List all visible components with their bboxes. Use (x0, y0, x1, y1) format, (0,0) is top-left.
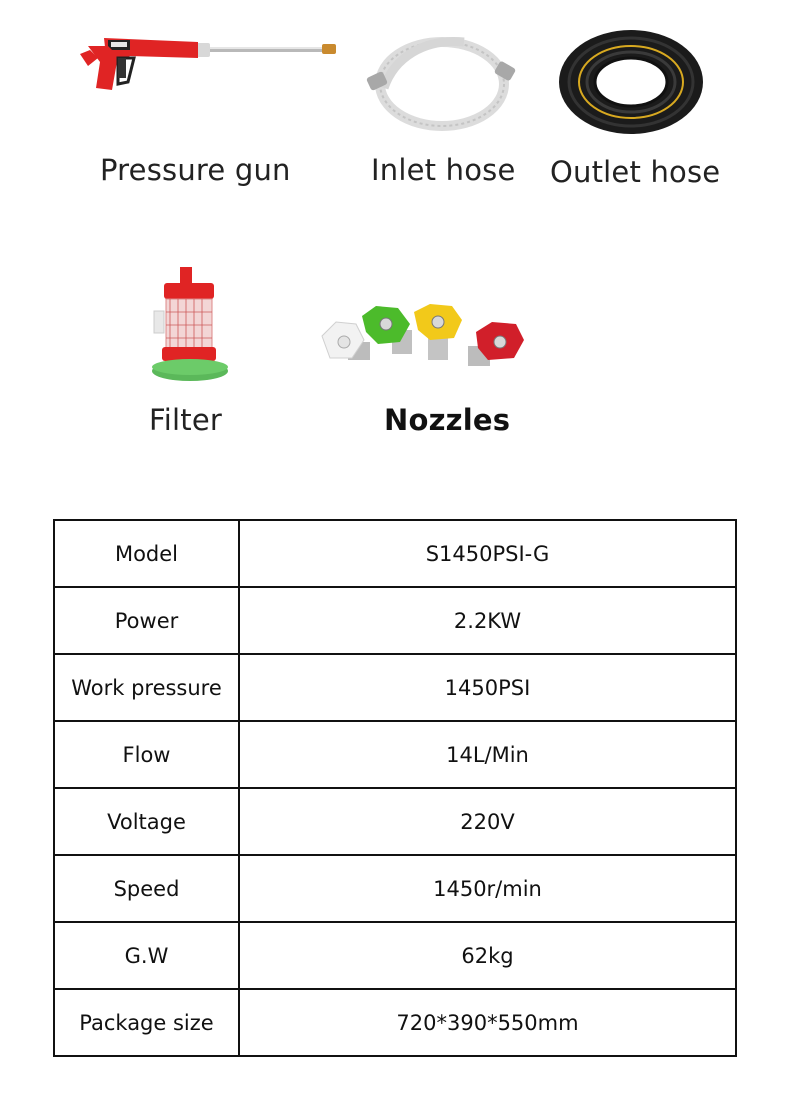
spec-value: 14L/Min (239, 721, 736, 788)
accessory-label: Filter (149, 403, 223, 437)
inlet-hose-icon (364, 28, 518, 134)
pressure-gun-icon (78, 32, 340, 94)
table-row (54, 654, 736, 721)
spec-label: Flow (54, 721, 239, 788)
outlet-hose-icon (556, 26, 706, 138)
spec-value: 62kg (239, 922, 736, 989)
accessory-label: Pressure gun (100, 153, 291, 187)
spec-value: S1450PSI-G (239, 520, 736, 587)
pressure-gun-item (78, 32, 340, 94)
table-row (54, 855, 736, 922)
spec-label: Package size (54, 989, 239, 1056)
spec-label: Power (54, 587, 239, 654)
spec-label: Work pressure (54, 654, 239, 721)
accessory-label: Inlet hose (371, 153, 516, 187)
spec-label: Voltage (54, 788, 239, 855)
spec-value: 220V (239, 788, 736, 855)
spec-table (53, 519, 737, 1057)
nozzles-item (318, 302, 528, 374)
spec-label: G.W (54, 922, 239, 989)
spec-label: Speed (54, 855, 239, 922)
table-row (54, 788, 736, 855)
inlet-hose-item (364, 28, 518, 134)
table-row (54, 520, 736, 587)
table-row (54, 922, 736, 989)
spec-value: 1450PSI (239, 654, 736, 721)
filter-icon (150, 267, 230, 383)
accessory-label: Outlet hose (550, 155, 721, 189)
spec-value: 720*390*550mm (239, 989, 736, 1056)
spec-value: 2.2KW (239, 587, 736, 654)
outlet-hose-item (556, 26, 706, 138)
table-row (54, 989, 736, 1056)
filter-item (150, 267, 230, 383)
nozzles-icon (318, 302, 528, 374)
accessory-label: Nozzles (384, 403, 511, 437)
spec-label: Model (54, 520, 239, 587)
table-row (54, 587, 736, 654)
spec-value: 1450r/min (239, 855, 736, 922)
table-row (54, 721, 736, 788)
